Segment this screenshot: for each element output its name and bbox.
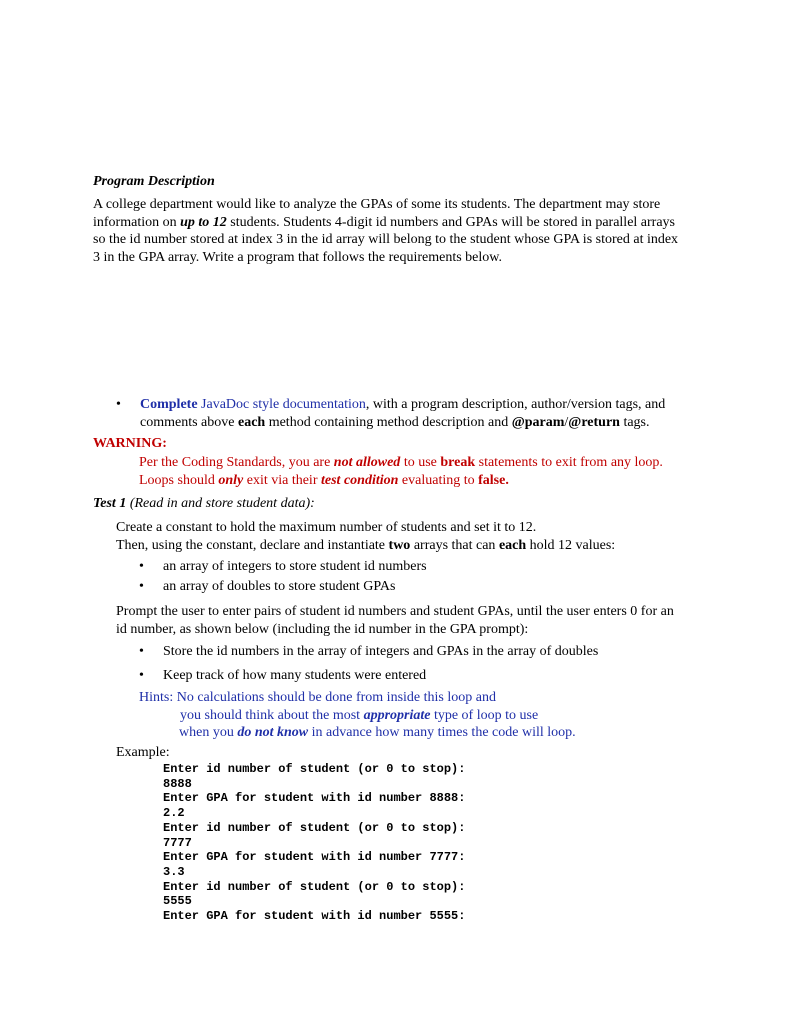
store-bullet bbox=[139, 667, 426, 685]
console-line: Enter id number of student (or 0 to stop): bbox=[163, 879, 466, 894]
example-label: Example: bbox=[116, 745, 170, 760]
text-run: comments above bbox=[140, 414, 238, 430]
constant-instruction: Create a constant to hold the maximum number of students and set it to 12. bbox=[116, 520, 537, 535]
text-run: method containing method description and bbox=[265, 414, 512, 430]
bullet-dot: • bbox=[139, 579, 144, 594]
description-line-2 bbox=[93, 214, 693, 232]
array-bullet bbox=[139, 578, 395, 596]
text-run: Then, using the constant, declare and instantiate bbox=[116, 538, 389, 553]
text-run: tags. bbox=[619, 414, 650, 430]
program-description bbox=[93, 196, 693, 266]
emphasis-up-to-12: up to 12 bbox=[180, 214, 227, 230]
text-run: , with a program description, author/version tags, and bbox=[365, 397, 666, 412]
test-1-title bbox=[93, 496, 315, 512]
hints-line-2 bbox=[139, 707, 576, 725]
warning-line-2 bbox=[139, 472, 663, 490]
section-heading: Program Description bbox=[93, 174, 215, 189]
text-run: in advance how many times the code will loop. bbox=[308, 725, 576, 740]
prompt-instruction-line-2: id number, as shown below (including the id number in the GPA prompt): bbox=[116, 622, 529, 637]
each-label: each bbox=[237, 414, 266, 430]
appropriate-label: appropriate bbox=[363, 707, 431, 723]
arrays-instruction bbox=[116, 537, 615, 555]
text-run: students. Students 4-digit id numbers and GPAs will be stored in parallel arrays bbox=[226, 214, 676, 230]
not-allowed-label: not allowed bbox=[333, 455, 401, 470]
text-run: to use bbox=[400, 455, 441, 470]
array-bullet-text: an array of doubles to store student GPAs bbox=[163, 579, 396, 594]
test-1-label: Test 1 bbox=[93, 496, 127, 511]
text-run: type of loop to use bbox=[430, 707, 539, 723]
description-line-1: A college department would like to analyze the GPAs of some its students. The department may store bbox=[93, 197, 661, 212]
bullet-dot: • bbox=[139, 644, 144, 659]
console-line: 5555 bbox=[163, 894, 192, 909]
param-tag: @param bbox=[511, 414, 565, 430]
doc-line-1 bbox=[140, 396, 665, 414]
two-label: two bbox=[388, 538, 411, 553]
description-line-3: so the id number stored at index 3 in the id array will belong to the student whose GPA is stored at index bbox=[93, 232, 679, 247]
warning-body bbox=[139, 454, 663, 489]
documentation-bullet bbox=[116, 396, 665, 431]
false-label: false. bbox=[478, 472, 509, 488]
description-line-4: 3 in the GPA array. Write a program that follows the requirements below. bbox=[93, 249, 502, 265]
bullet-dot: • bbox=[139, 559, 144, 574]
console-line: Enter id number of student (or 0 to stop): bbox=[163, 762, 466, 776]
warning-title: WARNING: bbox=[93, 436, 167, 451]
return-tag: @return bbox=[568, 414, 620, 430]
console-line: 3.3 bbox=[163, 864, 185, 879]
store-bullet-text: Keep track of how many students were entered bbox=[163, 668, 427, 683]
text-run: hold 12 values: bbox=[526, 538, 616, 553]
complete-label: Complete bbox=[140, 397, 198, 412]
text-run: / bbox=[564, 414, 569, 430]
break-label: break bbox=[440, 455, 476, 470]
console-line: 7777 bbox=[163, 835, 192, 850]
bullet-dot: • bbox=[116, 397, 121, 412]
test-1-subtitle: (Read in and store student data): bbox=[126, 496, 315, 511]
prompt-instruction-line-1: Prompt the user to enter pairs of student id numbers and student GPAs, until the user enters 0 for an bbox=[116, 604, 674, 619]
text-run: exit via their bbox=[243, 472, 321, 488]
text-run: when you bbox=[179, 725, 238, 740]
bullet-dot: • bbox=[139, 668, 144, 683]
hints-block bbox=[139, 689, 576, 742]
array-bullet-text: an array of integers to store student id numbers bbox=[163, 559, 427, 574]
hints-line-1: Hints: No calculations should be done from inside this loop and bbox=[139, 690, 496, 705]
doc-line-2 bbox=[140, 414, 665, 432]
text-run: evaluating to bbox=[398, 472, 479, 488]
only-label: only bbox=[218, 472, 244, 488]
console-line: 8888 bbox=[163, 776, 192, 791]
array-bullet bbox=[139, 558, 427, 576]
console-line: 2.2 bbox=[163, 806, 185, 821]
console-line: Enter GPA for student with id number 8888: bbox=[163, 791, 466, 806]
text-run: Per the Coding Standards, you are bbox=[139, 455, 334, 470]
text-run: Loops should bbox=[139, 472, 219, 488]
console-line: Enter GPA for student with id number 7777: bbox=[163, 850, 466, 865]
text-run: you should think about the most bbox=[180, 707, 364, 723]
warning-line-1 bbox=[139, 454, 663, 472]
store-bullet bbox=[139, 643, 598, 661]
documentation-bullet-text bbox=[140, 396, 665, 431]
each-label: each bbox=[498, 538, 527, 553]
store-bullet-text: Store the id numbers in the array of integers and GPAs in the array of doubles bbox=[163, 644, 599, 659]
text-run: information on bbox=[93, 214, 181, 230]
hints-line-3 bbox=[139, 724, 576, 742]
do-not-know-label: do not know bbox=[237, 725, 309, 740]
example-console-output bbox=[163, 762, 465, 924]
test-condition-label: test condition bbox=[321, 472, 399, 488]
javadoc-label: JavaDoc style documentation bbox=[197, 397, 366, 412]
console-line: Enter GPA for student with id number 5555: bbox=[163, 909, 466, 924]
text-run: statements to exit from any loop. bbox=[475, 455, 663, 470]
text-run: arrays that can bbox=[410, 538, 499, 553]
console-line: Enter id number of student (or 0 to stop): bbox=[163, 820, 466, 835]
